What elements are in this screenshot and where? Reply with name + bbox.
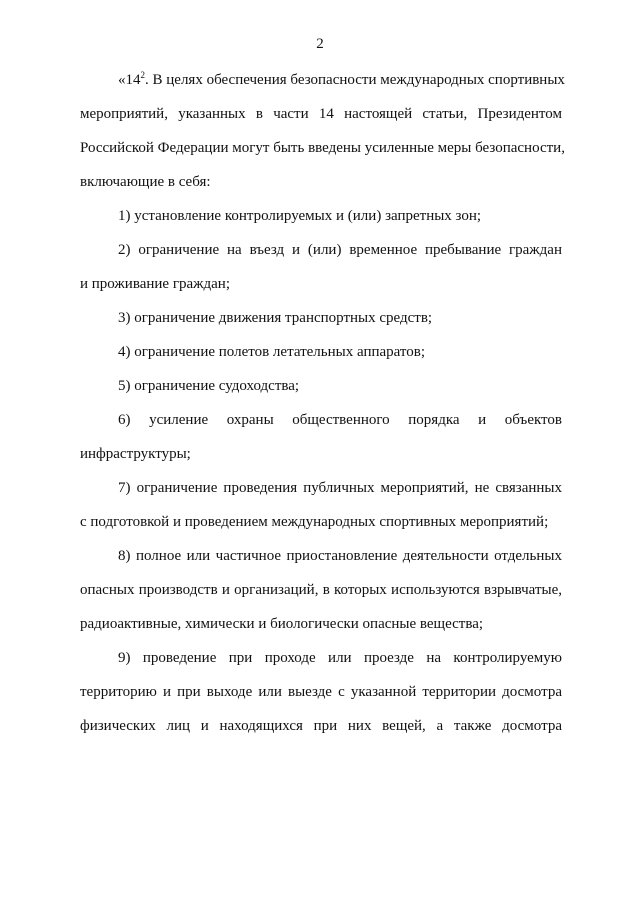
paragraph-line: Российской Федерации могут быть введены усиленные меры безопасности, (80, 140, 565, 156)
list-item: 1) установление контролируемых и (или) запретных зон; (118, 208, 482, 224)
clause-number: «14 (118, 72, 141, 88)
paragraph-line (80, 69, 565, 103)
list-item: 9) проведение при проходе или проезде на контролируемую (118, 650, 562, 666)
clause-heading-text: . В целях обеспечения безопасности международных спортивных (145, 72, 565, 88)
list-item-continuation: инфраструктуры; (80, 446, 191, 462)
list-item: 8) полное или частичное приостановление деятельности отдельных (118, 548, 562, 564)
list-item-continuation: территорию и при выходе или выезде с указанной территории досмотра (80, 684, 562, 700)
list-item: 4) ограничение полетов летательных аппаратов; (118, 344, 426, 360)
list-item-continuation: радиоактивные, химически и биологически опасные вещества; (80, 616, 484, 632)
list-item-continuation: с подготовкой и проведением международных спортивных мероприятий; (80, 514, 549, 530)
paragraph-line: мероприятий, указанных в части 14 настоящей статьи, Президентом (80, 106, 562, 122)
list-item: 2) ограничение на въезд и (или) временное пребывание граждан (118, 242, 562, 258)
paragraph-line: включающие в себя: (80, 174, 211, 190)
list-item: 6) усиление охраны общественного порядка и объектов (118, 412, 562, 428)
list-item-continuation: физических лиц и находящихся при них вещей, а также досмотра (80, 718, 562, 734)
document-body (80, 69, 565, 749)
list-item-continuation: опасных производств и организаций, в которых используются взрывчатые, (80, 582, 562, 598)
page-number: 2 (316, 36, 324, 52)
list-item: 3) ограничение движения транспортных средств; (118, 310, 433, 326)
list-item: 5) ограничение судоходства; (118, 378, 300, 394)
list-item-continuation: и проживание граждан; (80, 276, 230, 292)
list-item: 7) ограничение проведения публичных мероприятий, не связанных (118, 480, 562, 496)
clause-superscript: 2 (140, 70, 145, 80)
